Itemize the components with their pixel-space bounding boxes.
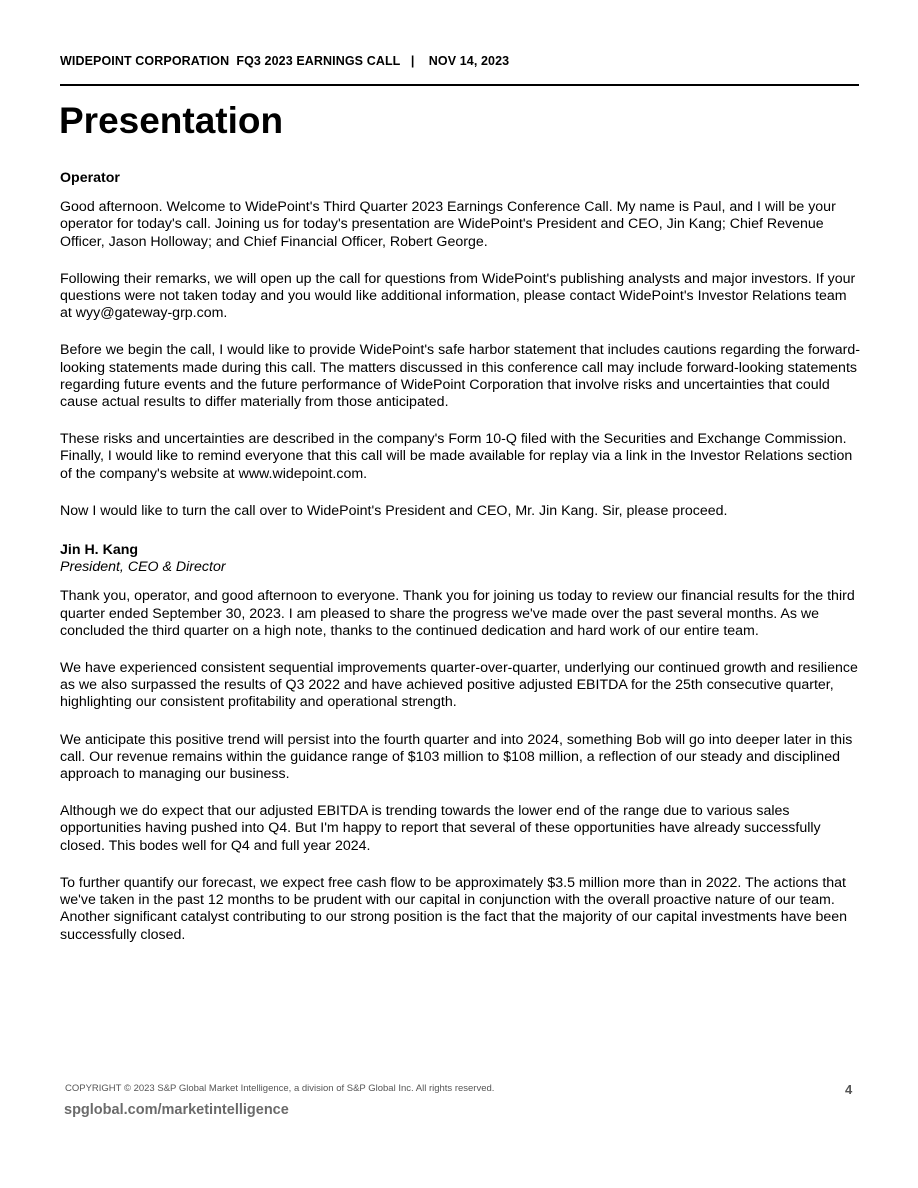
copyright-notice: COPYRIGHT © 2023 S&P Global Market Intelligence, a division of S&P Global Inc. All rights reserved.: [65, 1083, 495, 1094]
transcript-paragraph: We have experienced consistent sequential improvements quarter-over-quarter, underlying our continued growth and resilience as we also surpassed the results of Q3 2022 and have achieved positive adjusted EBITDA for the 25th consecutive quarter, highlighting our consistent profitability and operational strength.: [60, 660, 858, 711]
transcript-paragraph: These risks and uncertainties are described in the company's Form 10-Q filed with the Securities and Exchange Commission. Finally, I would like to remind everyone that this call will be made available for replay via a link in the Investor Relations section of the company's website at www.widepoint.com.: [60, 431, 853, 482]
transcript-paragraph: To further quantify our forecast, we expect free cash flow to be approximately $3.5 million more than in 2022. The actions that we've taken in the past 12 months to be prudent with our capital in conjunction with the overall proactive nature of our team. Another significant catalyst contributing to our strong position is the fact that the majority of our capital investments have been successfully closed.: [60, 874, 848, 943]
speaker-role-ceo: President, CEO & Director: [60, 559, 226, 576]
transcript-body: [60, 170, 860, 964]
document-header: WIDEPOINT CORPORATION FQ3 2023 EARNINGS CALL | NOV 14, 2023: [60, 54, 510, 68]
transcript-paragraph: Now I would like to turn the call over to WidePoint's President and CEO, Mr. Jin Kang. Sir, please proceed.: [60, 502, 728, 519]
transcript-paragraph: Although we do expect that our adjusted EBITDA is trending towards the lower end of the range due to various sales opportunities having pushed into Q4. But I'm happy to report that several of these opportunities have already successfully closed. This bodes well for Q4 and full year 2024.: [60, 803, 821, 854]
page-title: Presentation: [59, 100, 284, 141]
page-number: 4: [845, 1082, 853, 1097]
header-divider: [60, 84, 859, 86]
transcript-paragraph: Following their remarks, we will open up the call for questions from WidePoint's publishing analysts and major investors. If your questions were not taken today and you would like additional information, please contact WidePoint's Investor Relations team at wyy@gateway-grp.com.: [60, 270, 856, 322]
transcript-paragraph: We anticipate this positive trend will persist into the fourth quarter and into 2024, something Bob will go into deeper later in this call. Our revenue remains within the guidance range of $103 million to $108 million, a reflection of our steady and disciplined approach to managing our business.: [60, 731, 853, 783]
speaker-name-ceo: Jin H. Kang: [60, 542, 139, 559]
transcript-paragraph: Before we begin the call, I would like to provide WidePoint's safe harbor statement that includes cautions regarding the forward-looking statements made during this call. The matters discussed in this conference call may include forward-looking statements regarding future events and the future performance of WidePoint Corporation that involve risks and uncertainties that could cause actual results to differ materially from those anticipated.: [60, 342, 861, 411]
transcript-paragraph: Thank you, operator, and good afternoon to everyone. Thank you for joining us today to review our financial results for the third quarter ended September 30, 2023. I am pleased to share the progress we've made over the past several months. As we concluded the third quarter on a high note, thanks to the continued dedication and hard work of our entire team.: [60, 588, 855, 639]
transcript-paragraph: Good afternoon. Welcome to WidePoint's Third Quarter 2023 Earnings Conference Call. My name is Paul, and I will be your operator for today's call. Joining us for today's presentation are WidePoint's President and CEO, Jin Kang; Chief Revenue Officer, Jason Holloway; and Chief Financial Officer, Robert George.: [60, 199, 836, 250]
footer-url: spglobal.com/marketintelligence: [64, 1102, 289, 1118]
speaker-name-operator: Operator: [60, 170, 120, 186]
